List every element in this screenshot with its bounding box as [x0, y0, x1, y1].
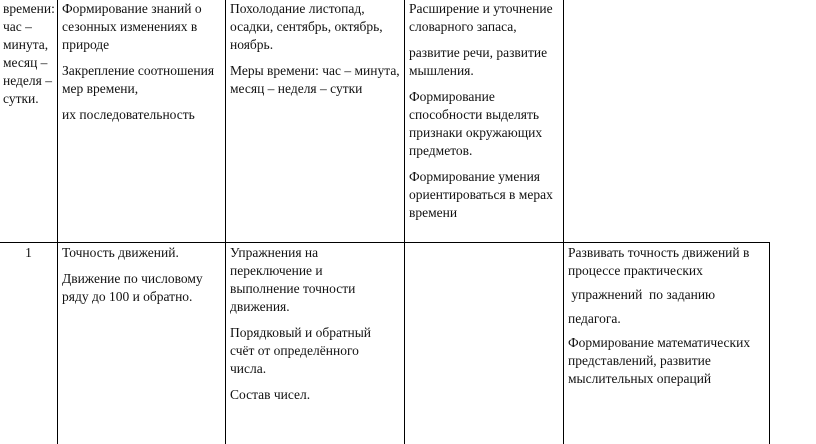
row2-col2 [62, 244, 222, 314]
row2-number: 1 [25, 245, 32, 260]
row1-col2-p1: Формирование знаний о сезонных изменениях в природе [62, 1, 202, 52]
row1-col2 [62, 0, 222, 132]
col-divider [57, 0, 58, 444]
row2-col3-p2: Порядковый и обратный счёт от определённого числа. [230, 325, 372, 376]
row2-col3 [230, 244, 395, 412]
row1-col4-p4: Формирование умения ориентироваться в мерах времени [409, 169, 553, 220]
row-divider [0, 242, 770, 243]
row1-col2-p2: Закрепление соотношения мер времени, [62, 63, 215, 96]
col-divider [404, 0, 405, 444]
row1-col4-p1: Расширение и уточнение словарного запаса, [409, 1, 553, 34]
row1-col1 [3, 0, 55, 116]
row2-col5-p4: Формирование математических представлений, развитие мыслительных операций [568, 335, 751, 386]
row1-col3-p1: Похолодание листопад, осадки, сентябрь, октябрь, ноябрь. [230, 1, 383, 52]
table-right-edge [769, 242, 770, 444]
row2-col3-p1: Упражнения на переключение и выполнение точности движения. [230, 245, 356, 314]
row1-col4-p3: Формирование способности выделять признаки окружающих предметов. [409, 89, 543, 158]
row1-col2-p3: их последовательность [62, 107, 195, 122]
row2-col5-p3: педагога. [568, 311, 621, 326]
row2-col5-p2: упражнений по заданию [568, 287, 716, 302]
col-divider [563, 0, 564, 444]
col-divider [225, 0, 226, 444]
row1-col4 [409, 0, 559, 230]
row2-col1 [0, 244, 57, 270]
row2-col5 [568, 244, 764, 396]
row2-col2-p1: Точность движений. [62, 245, 179, 260]
row1-col4-p2: развитие речи, развитие мышления. [409, 45, 548, 78]
row2-col3-p3: Состав чисел. [230, 387, 311, 402]
row1-col3-p2: Меры времени: час – минута, месяц – неделя – сутки [230, 63, 400, 96]
row1-col1-text: времени: час – минута, месяц – неделя – сутки. [3, 1, 55, 106]
row1-col3 [230, 0, 400, 106]
row2-col2-p2: Движение по числовому ряду до 100 и обратно. [62, 271, 203, 304]
row2-col5-p1: Развивать точность движений в процессе практических [568, 245, 750, 278]
